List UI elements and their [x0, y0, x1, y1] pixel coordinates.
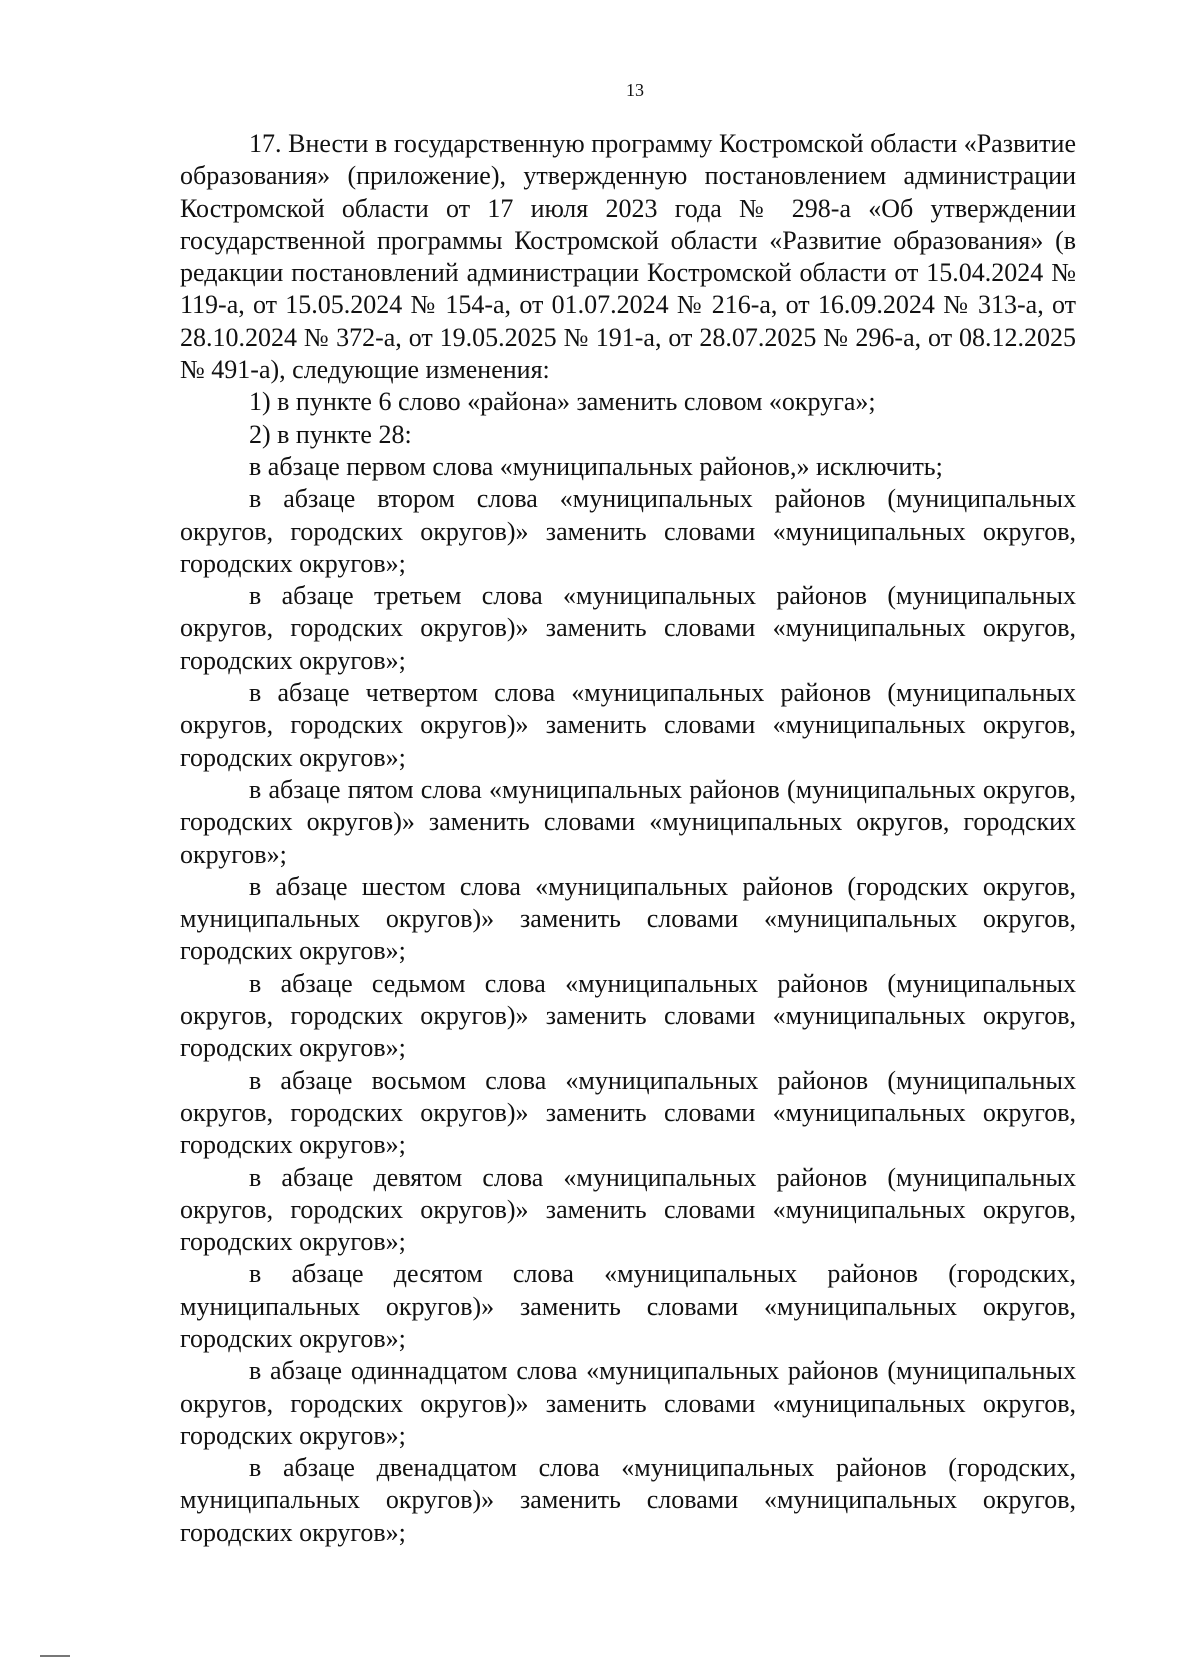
paragraph-abzac-3: в абзаце третьем слова «муниципальных районов (муниципальных округов, городских округов)» заменить словами «муниципальных округов, городских округов»;: [180, 581, 1076, 675]
paragraph-abzac-12: в абзаце двенадцатом слова «муниципальных районов (городских, муниципальных округов)» заменить словами «муниципальных округов, городских округов»;: [180, 1453, 1076, 1547]
page-number: 13: [626, 80, 644, 100]
paragraph-abzac-11: в абзаце одиннадцатом слова «муниципальных районов (муниципальных округов, городских округов)» заменить словами «муниципальных округов, городских округов»;: [180, 1356, 1076, 1450]
paragraph-abzac-8: в абзаце восьмом слова «муниципальных районов (муниципальных округов, городских округов)» заменить словами «муниципальных округов, городских округов»;: [180, 1065, 1076, 1160]
paragraph-abzac-2: в абзаце втором слова «муниципальных районов (муниципальных округов, городских округов)» заменить словами «муниципальных округов, городских округов»;: [180, 484, 1076, 578]
paragraph-abzac-10: в абзаце десятом слова «муниципальных районов (городских, муниципальных округов)» заменить словами «муниципальных округов, городских округов»;: [180, 1259, 1076, 1353]
paragraph-abzac-4: в абзаце четвертом слова «муниципальных районов (муниципальных округов, городских округов)» заменить словами «муниципальных округов, городских округов»;: [180, 678, 1076, 772]
paragraph-abzac-1: в абзаце первом слова «муниципальных районов,» исключить;: [249, 451, 943, 481]
paragraph-subitem-1: 1) в пункте 6 слово «района» заменить словом «округа»;: [249, 387, 876, 417]
scan-mark: [40, 1655, 70, 1657]
document-body: [180, 128, 1076, 1549]
paragraph-item-17: 17. Внести в государственную программу Костромской области «Развитие образования» (приложение), утвержденную постановлением администрации Костромской области от 17 июля 2023 года № 298-а «Об утверждении государственной программы Костромской области «Развитие образования» (в редакции постановлений администрации Костромской области от 15.04.2024 № 119-а, от 15.05.2024 № 154-а, от 01.07.2024 № 216-а, от 16.09.2024 № 313-а, от 28.10.2024 № 372-а, от 19.05.2025 № 191-а, от 28.07.2025 № 296-а, от 08.12.2025 № 491-а), следующие изменения:: [180, 129, 1076, 385]
paragraph-abzac-6: в абзаце шестом слова «муниципальных районов (городских округов, муниципальных округов)» заменить словами «муниципальных округов, городских округов»;: [180, 871, 1076, 966]
paragraph-abzac-7: в абзаце седьмом слова «муниципальных районов (муниципальных округов, городских округов)» заменить словами «муниципальных округов, городских округов»;: [180, 968, 1076, 1063]
paragraph-abzac-9: в абзаце девятом слова «муниципальных районов (муниципальных округов, городских округов)» заменить словами «муниципальных округов, городских округов»;: [180, 1162, 1076, 1257]
paragraph-subitem-2: 2) в пункте 28:: [249, 419, 412, 449]
paragraph-abzac-5: в абзаце пятом слова «муниципальных районов (муниципальных округов, городских округов)» заменить словами «муниципальных округов, городских округов»;: [180, 774, 1076, 869]
